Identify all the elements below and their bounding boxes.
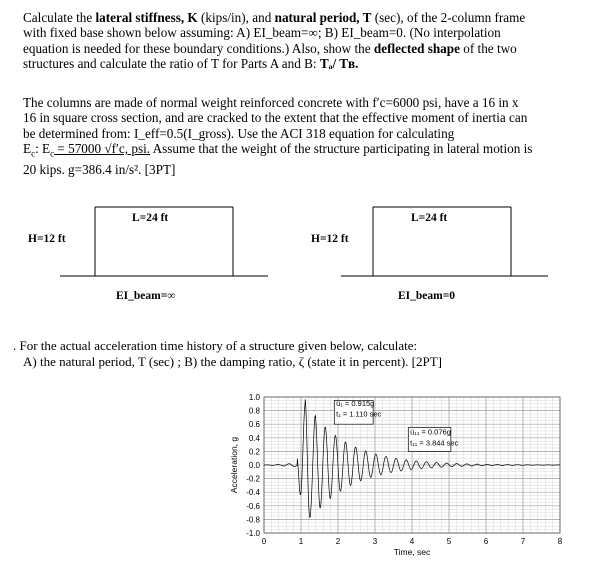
x-tick-label: 5: [446, 537, 452, 546]
p1-line3: equation is needed for these boundary conditions.) Also, show the deflected shape of the two: [23, 40, 517, 56]
y-tick-label: 0.8: [248, 406, 260, 416]
annotation-2-time: t₁₁ = 3.844 sec: [410, 438, 459, 448]
p2-line2: 16 in square cross section, and are cracked to the extent that the effective moment of inertia can: [23, 110, 528, 126]
y-tick-label: -0.6: [246, 501, 260, 511]
p2-line1: The columns are made of normal weight reinforced concrete with f′c=6000 psi, have a 16 in x: [23, 95, 519, 110]
y-tick-label: 0.2: [248, 447, 260, 457]
y-axis-label: Acceleration, g: [229, 436, 239, 494]
p1-line1: Calculate the lateral stiffness, K (kips/in), and natural period, T (sec), of the 2-column frame: [23, 10, 526, 25]
p2-line3: be determined from: I_eff=0.5(I_gross). Use the ACI 318 equation for calculating: [23, 125, 455, 141]
frame-b-height: H=12 ft: [311, 233, 349, 245]
x-tick-label: 0: [261, 537, 267, 546]
y-tick-label: 0.0: [248, 461, 260, 470]
x-tick-label: 2: [335, 537, 341, 546]
frame-b-span: L=24 ft: [411, 212, 448, 224]
x-tick-label: 3: [372, 537, 378, 546]
x-tick-label: 1: [298, 537, 304, 546]
frames-diagram: [0, 195, 601, 335]
x-tick-label: 8: [557, 537, 563, 546]
x-tick-label: 7: [520, 537, 526, 546]
acceleration-chart: [0, 377, 601, 577]
p3-line2: A) the natural period, T (sec) ; B) the damping ratio, ζ (state it in percent). [2PT]: [23, 353, 442, 369]
y-tick-label: -0.4: [246, 488, 260, 498]
frame-b-beam: EI_beam=0: [398, 290, 456, 302]
p1-line4: structures and calculate the ratio of T for Parts A and B: Tₐ/ Tʙ.: [23, 56, 359, 72]
annotation-1-time: t₁ = 1.110 sec: [336, 409, 382, 419]
p2-line4: $E_c$: $E_c = 57000$ √f′c, psi. Assume that the weight of the structure participating in lateral motion is: [23, 141, 533, 159]
x-tick-label: 6: [483, 537, 489, 546]
annotation-2-peak: ü₁₁ = 0.076g: [410, 427, 451, 437]
y-tick-label: -0.8: [246, 515, 260, 525]
problem-1-details: [23, 95, 593, 178]
p3-line1: . For the actual acceleration time history of a structure given below, calculate:: [13, 338, 418, 353]
y-tick-label: -1.0: [246, 529, 260, 538]
p2-line5: 20 kips. g=386.4 in/s². [3PT]: [23, 162, 176, 178]
y-tick-label: 0.6: [248, 420, 260, 430]
p1-line2: with fixed base shown below assuming: A) EI_beam=∞; B) EI_beam=0. (No interpolation: [23, 25, 501, 41]
y-tick-label: -0.2: [246, 474, 260, 484]
problem-1-text: [23, 10, 593, 72]
problem-2-text: [13, 338, 593, 369]
annotation-1-peak: ü₁ = 0.915g: [336, 398, 375, 408]
frame-a-beam: EI_beam=∞: [116, 290, 176, 302]
y-tick-label: 1.0: [248, 393, 260, 402]
x-axis-label: Time, sec: [393, 547, 431, 557]
frame-a-height: H=12 ft: [28, 233, 66, 245]
frame-a-span: L=24 ft: [132, 212, 169, 224]
x-tick-label: 4: [409, 537, 415, 546]
y-tick-label: 0.4: [248, 433, 260, 443]
